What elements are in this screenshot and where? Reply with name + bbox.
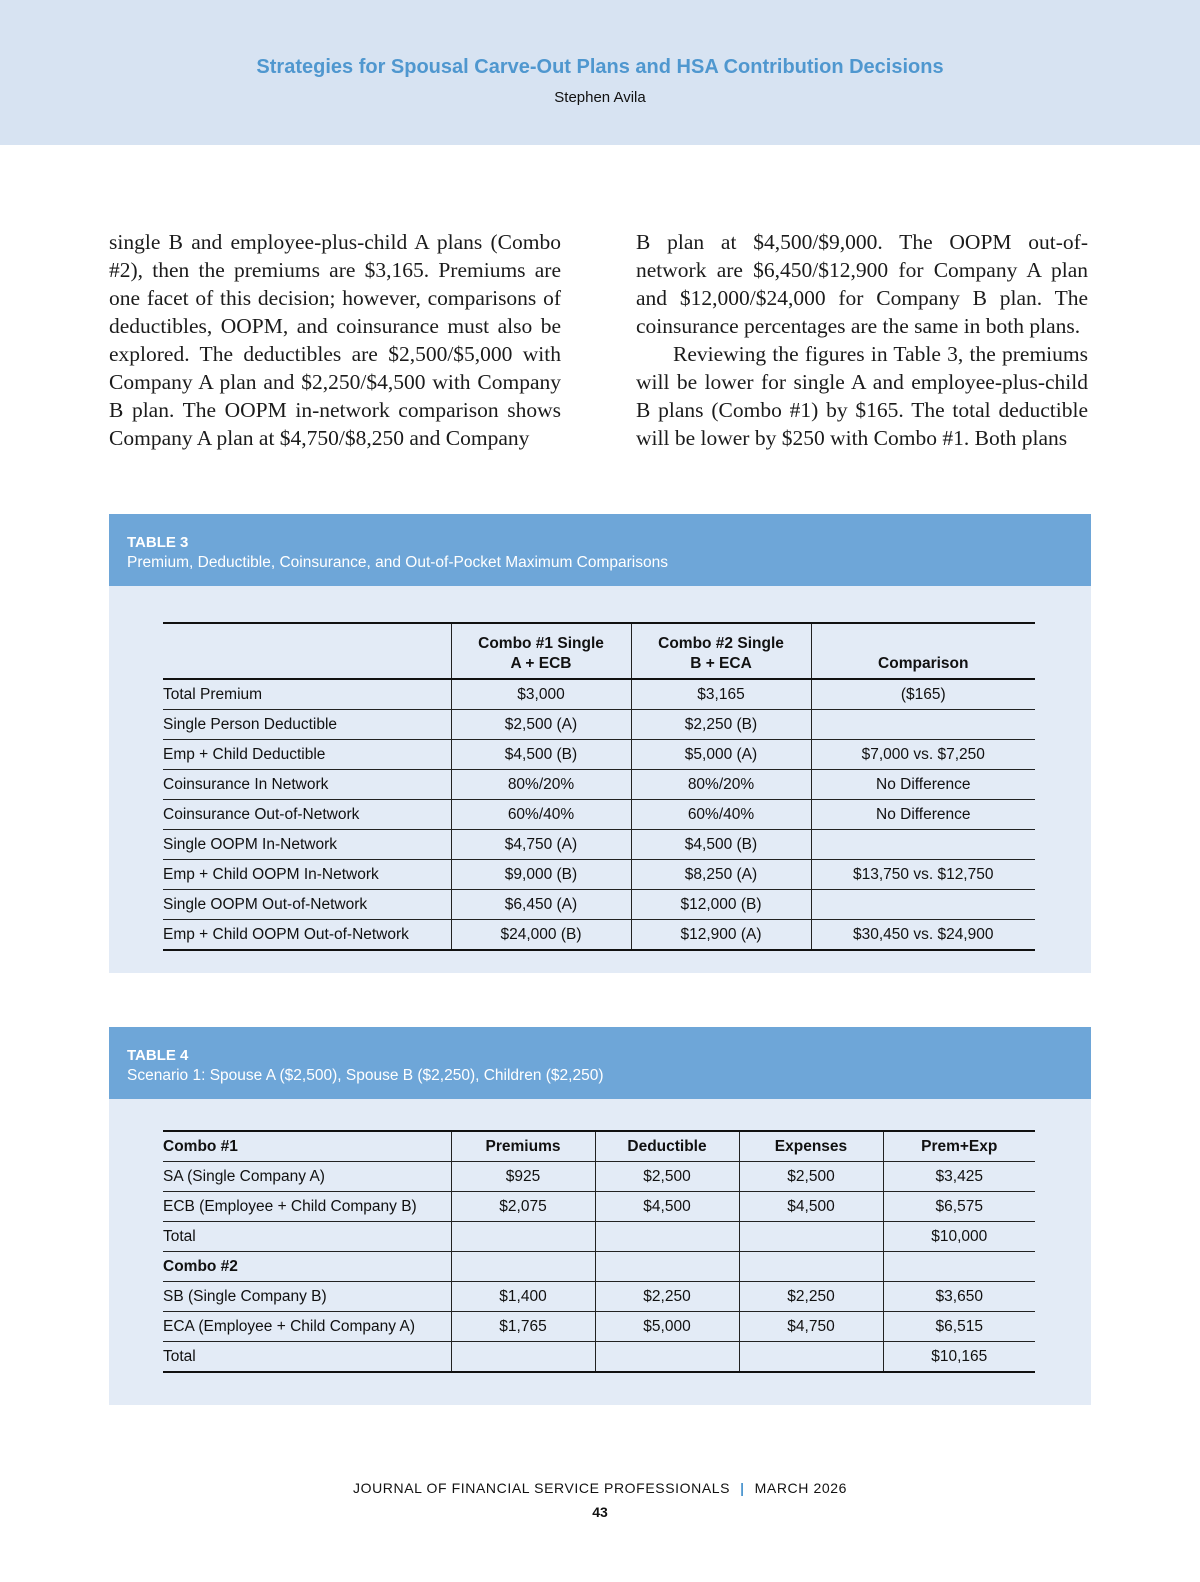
article-author: Stephen Avila [554,89,646,106]
table-row [163,710,1035,740]
table-row [163,770,1035,800]
table-row [163,1222,1035,1252]
table4-panel [109,1027,1091,1405]
column-header-comparison: Comparison [811,623,1035,679]
cell-expenses: $2,500 [739,1162,883,1192]
row-label: Total [163,1222,451,1252]
cell-prem-exp: $6,575 [883,1192,1035,1222]
cell-combo2: $8,250 (A) [631,860,811,890]
cell-comparison: $7,000 vs. $7,250 [811,740,1035,770]
page-number: 43 [592,1504,608,1520]
column-header-combo1: Combo #1 [163,1131,451,1162]
cell-combo2: $12,000 (B) [631,890,811,920]
cell-comparison [811,710,1035,740]
column-header-combo1: Combo #1 Single A + ECB [451,623,631,679]
table-row [163,830,1035,860]
table-row [163,800,1035,830]
cell-prem-exp: $10,165 [883,1342,1035,1373]
cell-combo2: $4,500 (B) [631,830,811,860]
column-header-prem-exp: Prem+Exp [883,1131,1035,1162]
table4-subtitle: Scenario 1: Spouse A ($2,500), Spouse B ($2,250), Children ($2,250) [127,1067,604,1084]
article-title: Strategies for Spousal Carve-Out Plans and HSA Contribution Decisions [256,56,944,78]
row-label: Coinsurance In Network [163,770,451,800]
table-row [163,1192,1035,1222]
row-label: Total [163,1342,451,1373]
column-header-expenses: Expenses [739,1131,883,1162]
cell-premiums: $1,400 [451,1282,595,1312]
table-row [163,860,1035,890]
cell-combo1: 80%/20% [451,770,631,800]
page-header [0,0,1200,145]
table-row [163,920,1035,951]
cell-comparison: No Difference [811,770,1035,800]
table-header-row [163,1131,1035,1162]
body-paragraph: Reviewing the figures in Table 3, the premiums will be lower for single A and employee-plus-child B plans (Combo #1) by $165. The total deductible will be lower by $250 with Combo #1. Both plans [636,342,1088,450]
cell-expenses [739,1222,883,1252]
cell-combo1: $2,500 (A) [451,710,631,740]
cell-prem-exp: $6,515 [883,1312,1035,1342]
cell-prem-exp: $10,000 [883,1222,1035,1252]
cell-expenses [739,1342,883,1373]
cell-combo1: $4,500 (B) [451,740,631,770]
row-label: SB (Single Company B) [163,1282,451,1312]
table-row [163,740,1035,770]
cell-combo2: 80%/20% [631,770,811,800]
cell-combo2: $5,000 (A) [631,740,811,770]
cell-premiums: $925 [451,1162,595,1192]
cell-premiums [451,1342,595,1373]
cell-premiums [451,1252,595,1282]
cell-deductible [595,1222,739,1252]
row-label: Single OOPM Out-of-Network [163,890,451,920]
cell-prem-exp: $3,650 [883,1282,1035,1312]
cell-combo2: $2,250 (B) [631,710,811,740]
cell-combo1: $4,750 (A) [451,830,631,860]
cell-combo1: $24,000 (B) [451,920,631,951]
cell-expenses: $2,250 [739,1282,883,1312]
column-header-premiums: Premiums [451,1131,595,1162]
row-label: Emp + Child OOPM In-Network [163,860,451,890]
table3-header [109,514,1091,586]
table4-label: TABLE 4 [127,1047,189,1064]
table4 [163,1130,1035,1373]
cell-comparison: ($165) [811,679,1035,710]
cell-deductible: $5,000 [595,1312,739,1342]
cell-comparison [811,890,1035,920]
table-header-row [163,623,1035,679]
row-label: SA (Single Company A) [163,1162,451,1192]
row-label: Emp + Child OOPM Out-of-Network [163,920,451,951]
cell-comparison [811,830,1035,860]
cell-expenses [739,1252,883,1282]
table3-subtitle: Premium, Deductible, Coinsurance, and Out-of-Pocket Maximum Comparisons [127,554,668,571]
row-label: Total Premium [163,679,451,710]
table-row [163,679,1035,710]
cell-combo2: $12,900 (A) [631,920,811,951]
column-header-label [163,623,451,679]
table-row [163,1252,1035,1282]
column-header-combo2: Combo #2 Single B + ECA [631,623,811,679]
table3 [163,622,1035,951]
table-row [163,1312,1035,1342]
body-paragraph: B plan at $4,500/$9,000. The OOPM out-of-network are $6,450/$12,900 for Company A plan and $12,000/$24,000 for Company B plan. The coinsurance percentages are the same in both plans. [636,230,1088,338]
column-header-deductible: Deductible [595,1131,739,1162]
cell-combo2: 60%/40% [631,800,811,830]
cell-deductible: $2,250 [595,1282,739,1312]
cell-deductible [595,1252,739,1282]
journal-name: JOURNAL OF FINANCIAL SERVICE PROFESSIONALS [353,1480,731,1496]
cell-comparison: $30,450 vs. $24,900 [811,920,1035,951]
cell-combo1: $6,450 (A) [451,890,631,920]
row-label: Coinsurance Out-of-Network [163,800,451,830]
table3-panel [109,514,1091,973]
table-row [163,1162,1035,1192]
cell-prem-exp: $3,425 [883,1162,1035,1192]
table-row [163,890,1035,920]
row-label: Single OOPM In-Network [163,830,451,860]
row-label: Emp + Child Deductible [163,740,451,770]
cell-deductible [595,1342,739,1373]
cell-deductible: $4,500 [595,1192,739,1222]
cell-combo1: $9,000 (B) [451,860,631,890]
cell-combo1: $3,000 [451,679,631,710]
cell-deductible: $2,500 [595,1162,739,1192]
cell-combo1: 60%/40% [451,800,631,830]
row-label: ECB (Employee + Child Company B) [163,1192,451,1222]
table4-header [109,1027,1091,1099]
row-label: Combo #2 [163,1252,451,1282]
cell-premiums: $1,765 [451,1312,595,1342]
footer-separator: | [740,1480,745,1496]
page-footer [0,1480,1200,1496]
table-row [163,1282,1035,1312]
body-column-left [109,228,561,452]
cell-comparison: No Difference [811,800,1035,830]
body-column-right [636,228,1088,452]
body-paragraph: single B and employee-plus-child A plans (Combo #2), then the premiums are $3,165. Premiums are one facet of this decision; however, comparisons of deductibles, OOPM, and coinsurance must also be explored. The deductibles are $2,500/$5,000 with Company A plan and $2,250/$4,500 with Company B plan. The OOPM in-network comparison shows Company A plan at $4,750/$8,250 and Company [109,230,561,450]
cell-expenses: $4,500 [739,1192,883,1222]
cell-premiums [451,1222,595,1252]
cell-expenses: $4,750 [739,1312,883,1342]
cell-combo2: $3,165 [631,679,811,710]
cell-prem-exp [883,1252,1035,1282]
row-label: Single Person Deductible [163,710,451,740]
table-row [163,1342,1035,1373]
row-label: ECA (Employee + Child Company A) [163,1312,451,1342]
cell-premiums: $2,075 [451,1192,595,1222]
issue-date: MARCH 2026 [754,1480,847,1496]
cell-comparison: $13,750 vs. $12,750 [811,860,1035,890]
table3-label: TABLE 3 [127,534,189,551]
